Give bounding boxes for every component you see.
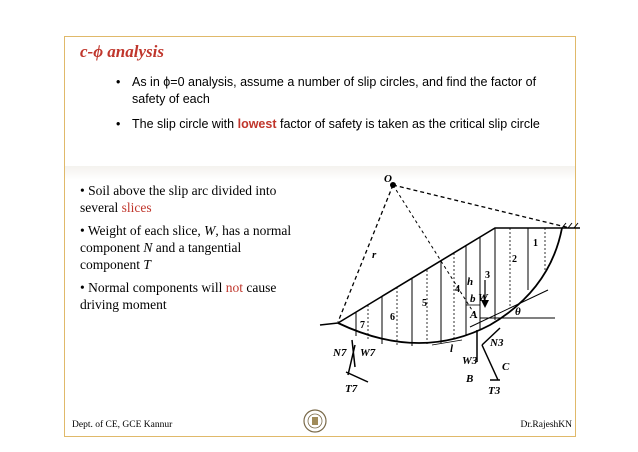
bullet-text: The slip circle with — [132, 117, 238, 131]
label-theta: θ — [515, 306, 521, 318]
tangent-force-arrow — [482, 345, 498, 380]
symbol-t: T — [143, 257, 151, 272]
radius-line — [393, 185, 570, 228]
bullet-text: cause driving moment — [80, 280, 277, 312]
label-t7: T7 — [345, 383, 358, 395]
ground-line — [320, 323, 338, 325]
slice-number: 7 — [360, 320, 365, 331]
label-b: b — [470, 293, 476, 305]
slice-number: 2 — [512, 254, 517, 265]
slice-number: 3 — [485, 270, 490, 281]
bullet-dot-icon: • — [80, 183, 89, 198]
bullet-dot-icon: • — [80, 280, 89, 295]
radius-line — [338, 185, 393, 322]
institute-logo-icon — [302, 408, 328, 434]
label-n3: N3 — [490, 337, 504, 349]
label-t3: T3 — [488, 385, 501, 397]
slice-number: 1 — [533, 238, 538, 249]
label-w: W — [478, 292, 488, 304]
label-o: O — [384, 173, 392, 185]
label-w7: W7 — [360, 347, 376, 359]
slope-surface — [338, 228, 560, 323]
slice-number: 6 — [390, 312, 395, 323]
bullet-text: Normal components will — [88, 280, 226, 295]
bullet-text: Weight of each slice, — [87, 223, 205, 238]
bullet-dot-icon: • — [80, 223, 88, 238]
footer-department: Dept. of CE, GCE Kannur — [72, 420, 173, 430]
label-h: h — [467, 276, 474, 288]
slide-title: c-ϕ analysis — [80, 42, 164, 61]
symbol-w: W — [204, 223, 216, 238]
slice-number: 4 — [455, 284, 460, 295]
radius-line — [393, 185, 477, 318]
label-r: r — [372, 249, 377, 261]
bullet-dot-icon: • — [116, 75, 121, 89]
bullet-text: , has a normal component — [80, 223, 292, 255]
label-b-point: B — [466, 373, 474, 385]
footer-author: Dr.RajeshKN — [520, 420, 572, 430]
bullet-text: Soil above the slip arc divided into several — [80, 183, 277, 215]
bullet-text: and a tangential component — [80, 240, 242, 272]
highlight-text: not — [225, 280, 243, 295]
highlight-text: slices — [121, 200, 152, 215]
label-n7: N7 — [333, 347, 347, 359]
slice-number: 5 — [422, 298, 427, 309]
highlight-text: lowest — [237, 117, 277, 131]
tangent-force-arrow — [346, 372, 368, 382]
bullet-text: factor of safety is taken as the critical slip circle — [276, 117, 540, 131]
bullet-dot-icon: • — [116, 117, 121, 131]
label-w3: W3 — [462, 355, 478, 367]
bullet-text: As in ϕ=0 analysis, assume a number of slip circles, and find the factor of safety of each — [132, 75, 537, 106]
symbol-n: N — [143, 240, 153, 255]
label-a: A — [470, 309, 478, 321]
label-c: C — [502, 361, 510, 373]
label-l: l — [450, 343, 454, 355]
